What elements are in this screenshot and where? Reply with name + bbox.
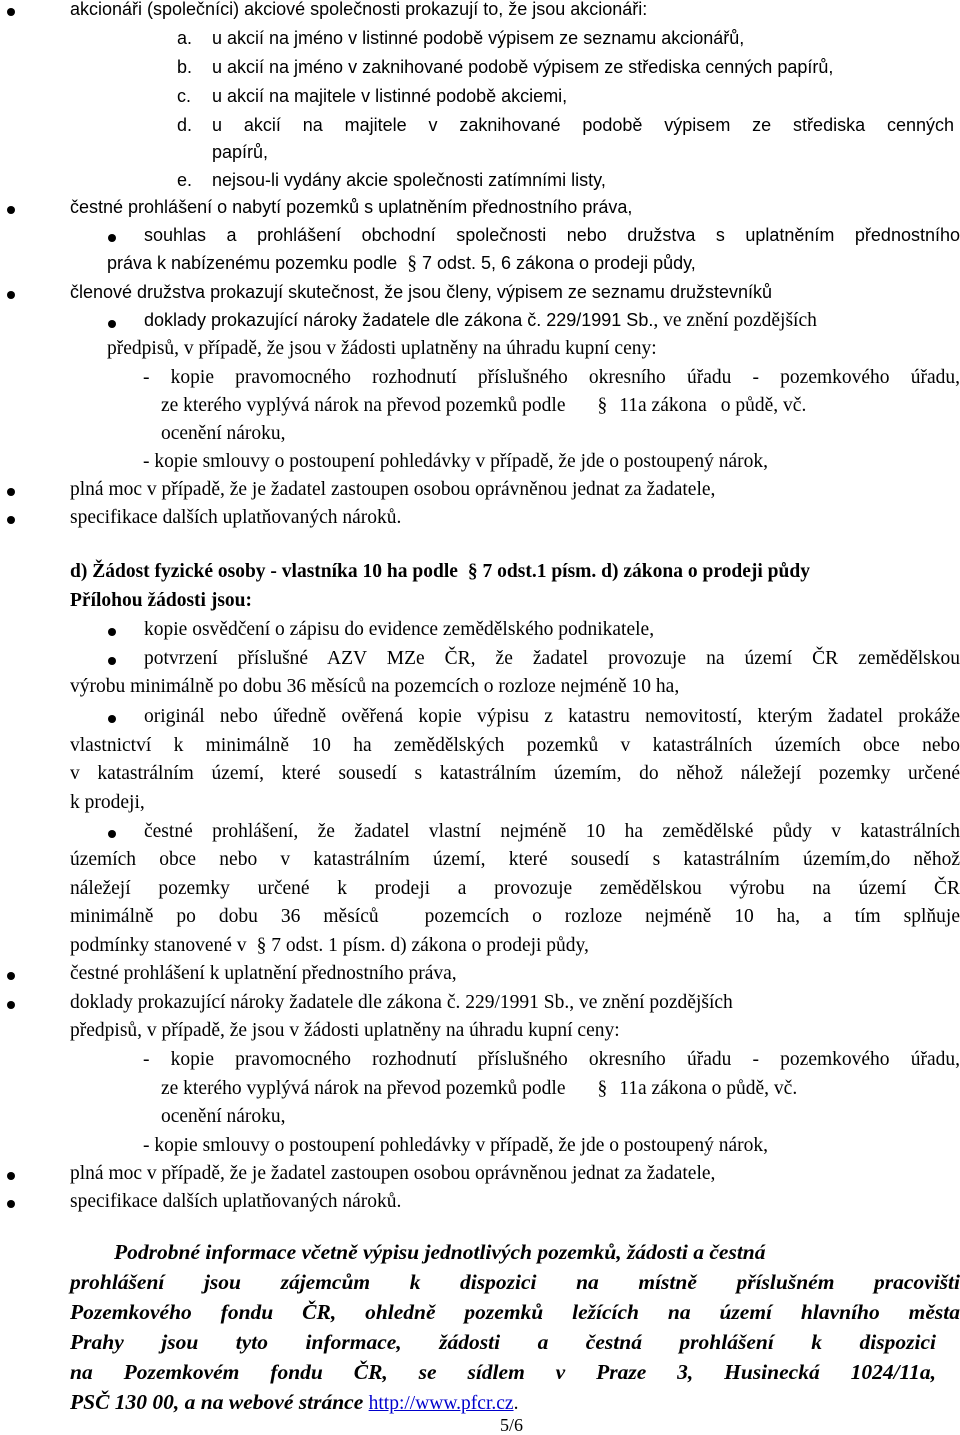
- bullet: [7, 1200, 15, 1208]
- bullet: [7, 1001, 15, 1009]
- list-item: potvrzení příslušné AZV MZe ČR, že žadatel provozuje na území ČR zemědělskou: [144, 648, 960, 669]
- list-item-cont: k prodeji,: [70, 792, 145, 813]
- item-letter: b.: [177, 57, 193, 77]
- bullet: [7, 8, 15, 16]
- item-text: nejsou-li vydány akcie společnosti zatímními listy,: [212, 170, 606, 190]
- info-note-line: prohlášení jsou zájemcům k dispozici na místně příslušném pracovišti: [70, 1270, 960, 1294]
- item-text: u akcií na majitele v listinné podobě akciemi,: [212, 86, 568, 106]
- list-item-cont: v katastrálním území, které sousedí s katastrálním územím, do něhož náležejí pozemky určené: [70, 763, 960, 784]
- item-letter: e.: [177, 170, 193, 190]
- list-item-cont: výrobu minimálně po dobu 36 měsíců na pozemcích o rozloze nejméně 10 ha,: [70, 676, 680, 697]
- list-item: čestné prohlášení o nabytí pozemků s uplatněním přednostního práva,: [70, 197, 633, 217]
- info-note-line: PSČ 130 00, a na webové stránce http://www.pfcr.cz.: [70, 1390, 519, 1414]
- page-number: 5/6: [500, 1415, 524, 1435]
- list-item: souhlas a prohlášení obchodní společnosti nebo družstva s uplatněním přednostního: [144, 225, 960, 245]
- list-item-cont: předpisů, v případě, že jsou v žádosti uplatněny na úhradu kupní ceny:: [107, 338, 657, 359]
- list-item: plná moc v případě, že je žadatel zastoupen osobou oprávněnou jednat za žadatele,: [70, 479, 716, 500]
- list-item: čestné prohlášení, že žadatel vlastní nejméně 10 ha zemědělské půdy v katastrálních: [144, 821, 960, 842]
- copy-item-cont: ocenění nároku,: [161, 1106, 286, 1127]
- list-item: specifikace dalších uplatňovaných nároků.: [70, 1191, 402, 1212]
- bullet: [7, 972, 15, 980]
- copy-item: - kopie smlouvy o postoupení pohledávky v případě, že jde o postoupený nárok,: [143, 1135, 768, 1156]
- section-heading: d) Žádost fyzické osoby - vlastníka 10 ha podle § 7 odst.1 písm. d) zákona o prodeji půdy: [70, 561, 810, 582]
- item-letter: a.: [177, 28, 193, 48]
- bullet: [7, 516, 15, 524]
- copy-item: - kopie pravomocného rozhodnutí příslušného okresního úřadu - pozemkového úřadu,: [143, 367, 960, 388]
- item-letter: c.: [177, 86, 192, 106]
- list-item-cont: práva k nabízenému pozemku podle § 7 odst. 5, 6 zákona o prodeji půdy,: [107, 253, 696, 274]
- bullet: [108, 715, 116, 723]
- item-letter: d.: [177, 115, 193, 135]
- bullet: [7, 1172, 15, 1180]
- info-note-line: na Pozemkovém fondu ČR, se sídlem v Praze 3, Husinecká 1024/11a,: [70, 1360, 936, 1384]
- list-item-cont: minimálně po dobu 36 měsíců pozemcích o rozloze nejméně 10 ha, a tím splňuje: [70, 906, 960, 927]
- list-item-cont: vlastnictví k minimálně 10 ha zemědělských pozemků v katastrálních územích obce nebo: [70, 735, 960, 756]
- list-item-cont: podmínky stanovené v § 7 odst. 1 písm. d) zákona o prodeji půdy,: [70, 935, 589, 956]
- list-item: doklady prokazující nároky žadatele dle zákona č. 229/1991 Sb., ve znění pozdějších: [70, 992, 733, 1013]
- list-item: čestné prohlášení k uplatnění přednostního práva,: [70, 963, 457, 984]
- bullet: [108, 320, 116, 328]
- list-item-cont: územích obce nebo v katastrálním území, které sousedí s katastrálním územím,do něhož: [70, 849, 960, 870]
- list-item: kopie osvědčení o zápisu do evidence zemědělského podnikatele,: [144, 619, 655, 640]
- info-note-line: Prahy jsou tyto informace, žádosti a čestná prohlášení k dispozici: [70, 1330, 936, 1354]
- list-item-cont: předpisů, v případě, že jsou v žádosti uplatněny na úhradu kupní ceny:: [70, 1020, 620, 1041]
- copy-item: - kopie smlouvy o postoupení pohledávky v případě, že jde o postoupený nárok,: [143, 451, 768, 472]
- item-text-cont: papírů,: [212, 142, 269, 162]
- section-symbol: §: [407, 253, 417, 274]
- section-subheading: Přílohou žádosti jsou:: [70, 590, 253, 611]
- bullet: [7, 206, 15, 214]
- bullet: [108, 657, 116, 665]
- item-text: u akcií na jméno v zaknihované podobě výpisem ze střediska cenných papírů,: [212, 57, 834, 77]
- copy-item-cont: ocenění nároku,: [161, 423, 286, 444]
- list-item-cont: náležejí pozemky určené k prodeji a provozuje zemědělskou výrobu na území ČR: [70, 878, 960, 899]
- copy-item-cont: ze kterého vyplývá nárok na převod pozemků podle § 11a zákona o půdě, vč.: [161, 1078, 798, 1099]
- copy-item: - kopie pravomocného rozhodnutí příslušného okresního úřadu - pozemkového úřadu,: [143, 1049, 960, 1070]
- shareholders-intro: akcionáři (společníci) akciové společnosti prokazují to, že jsou akcionáři:: [70, 0, 648, 19]
- list-item: členové družstva prokazují skutečnost, že jsou členy, výpisem ze seznamu družstevníků: [70, 282, 772, 302]
- list-item: plná moc v případě, že je žadatel zastoupen osobou oprávněnou jednat za žadatele,: [70, 1163, 716, 1184]
- list-item: originál nebo úředně ověřená kopie výpisu z katastru nemovitostí, kterým žadatel prokáže: [144, 706, 960, 727]
- website-link[interactable]: http://www.pfcr.cz: [368, 1393, 514, 1414]
- bullet: [108, 234, 116, 242]
- info-note-line: Podrobné informace včetně výpisu jednotlivých pozemků, žádosti a čestná: [114, 1240, 766, 1264]
- bullet: [7, 488, 15, 496]
- bullet: [7, 291, 15, 299]
- list-item: specifikace dalších uplatňovaných nároků.: [70, 507, 402, 528]
- copy-item-cont: ze kterého vyplývá nárok na převod pozemků podle § 11a zákona o půdě, vč.: [161, 395, 807, 416]
- item-text: u akcií na majitele v zaknihované podobě výpisem ze střediska cenných: [212, 115, 954, 135]
- list-item: doklady prokazující nároky žadatele dle zákona č. 229/1991 Sb., ve znění pozdějších: [144, 310, 817, 331]
- item-text: u akcií na jméno v listinné podobě výpisem ze seznamu akcionářů,: [212, 28, 745, 48]
- bullet: [108, 830, 116, 838]
- bullet: [108, 628, 116, 636]
- info-note-line: Pozemkového fondu ČR, ohledně pozemků ležících na území hlavního města: [70, 1300, 960, 1324]
